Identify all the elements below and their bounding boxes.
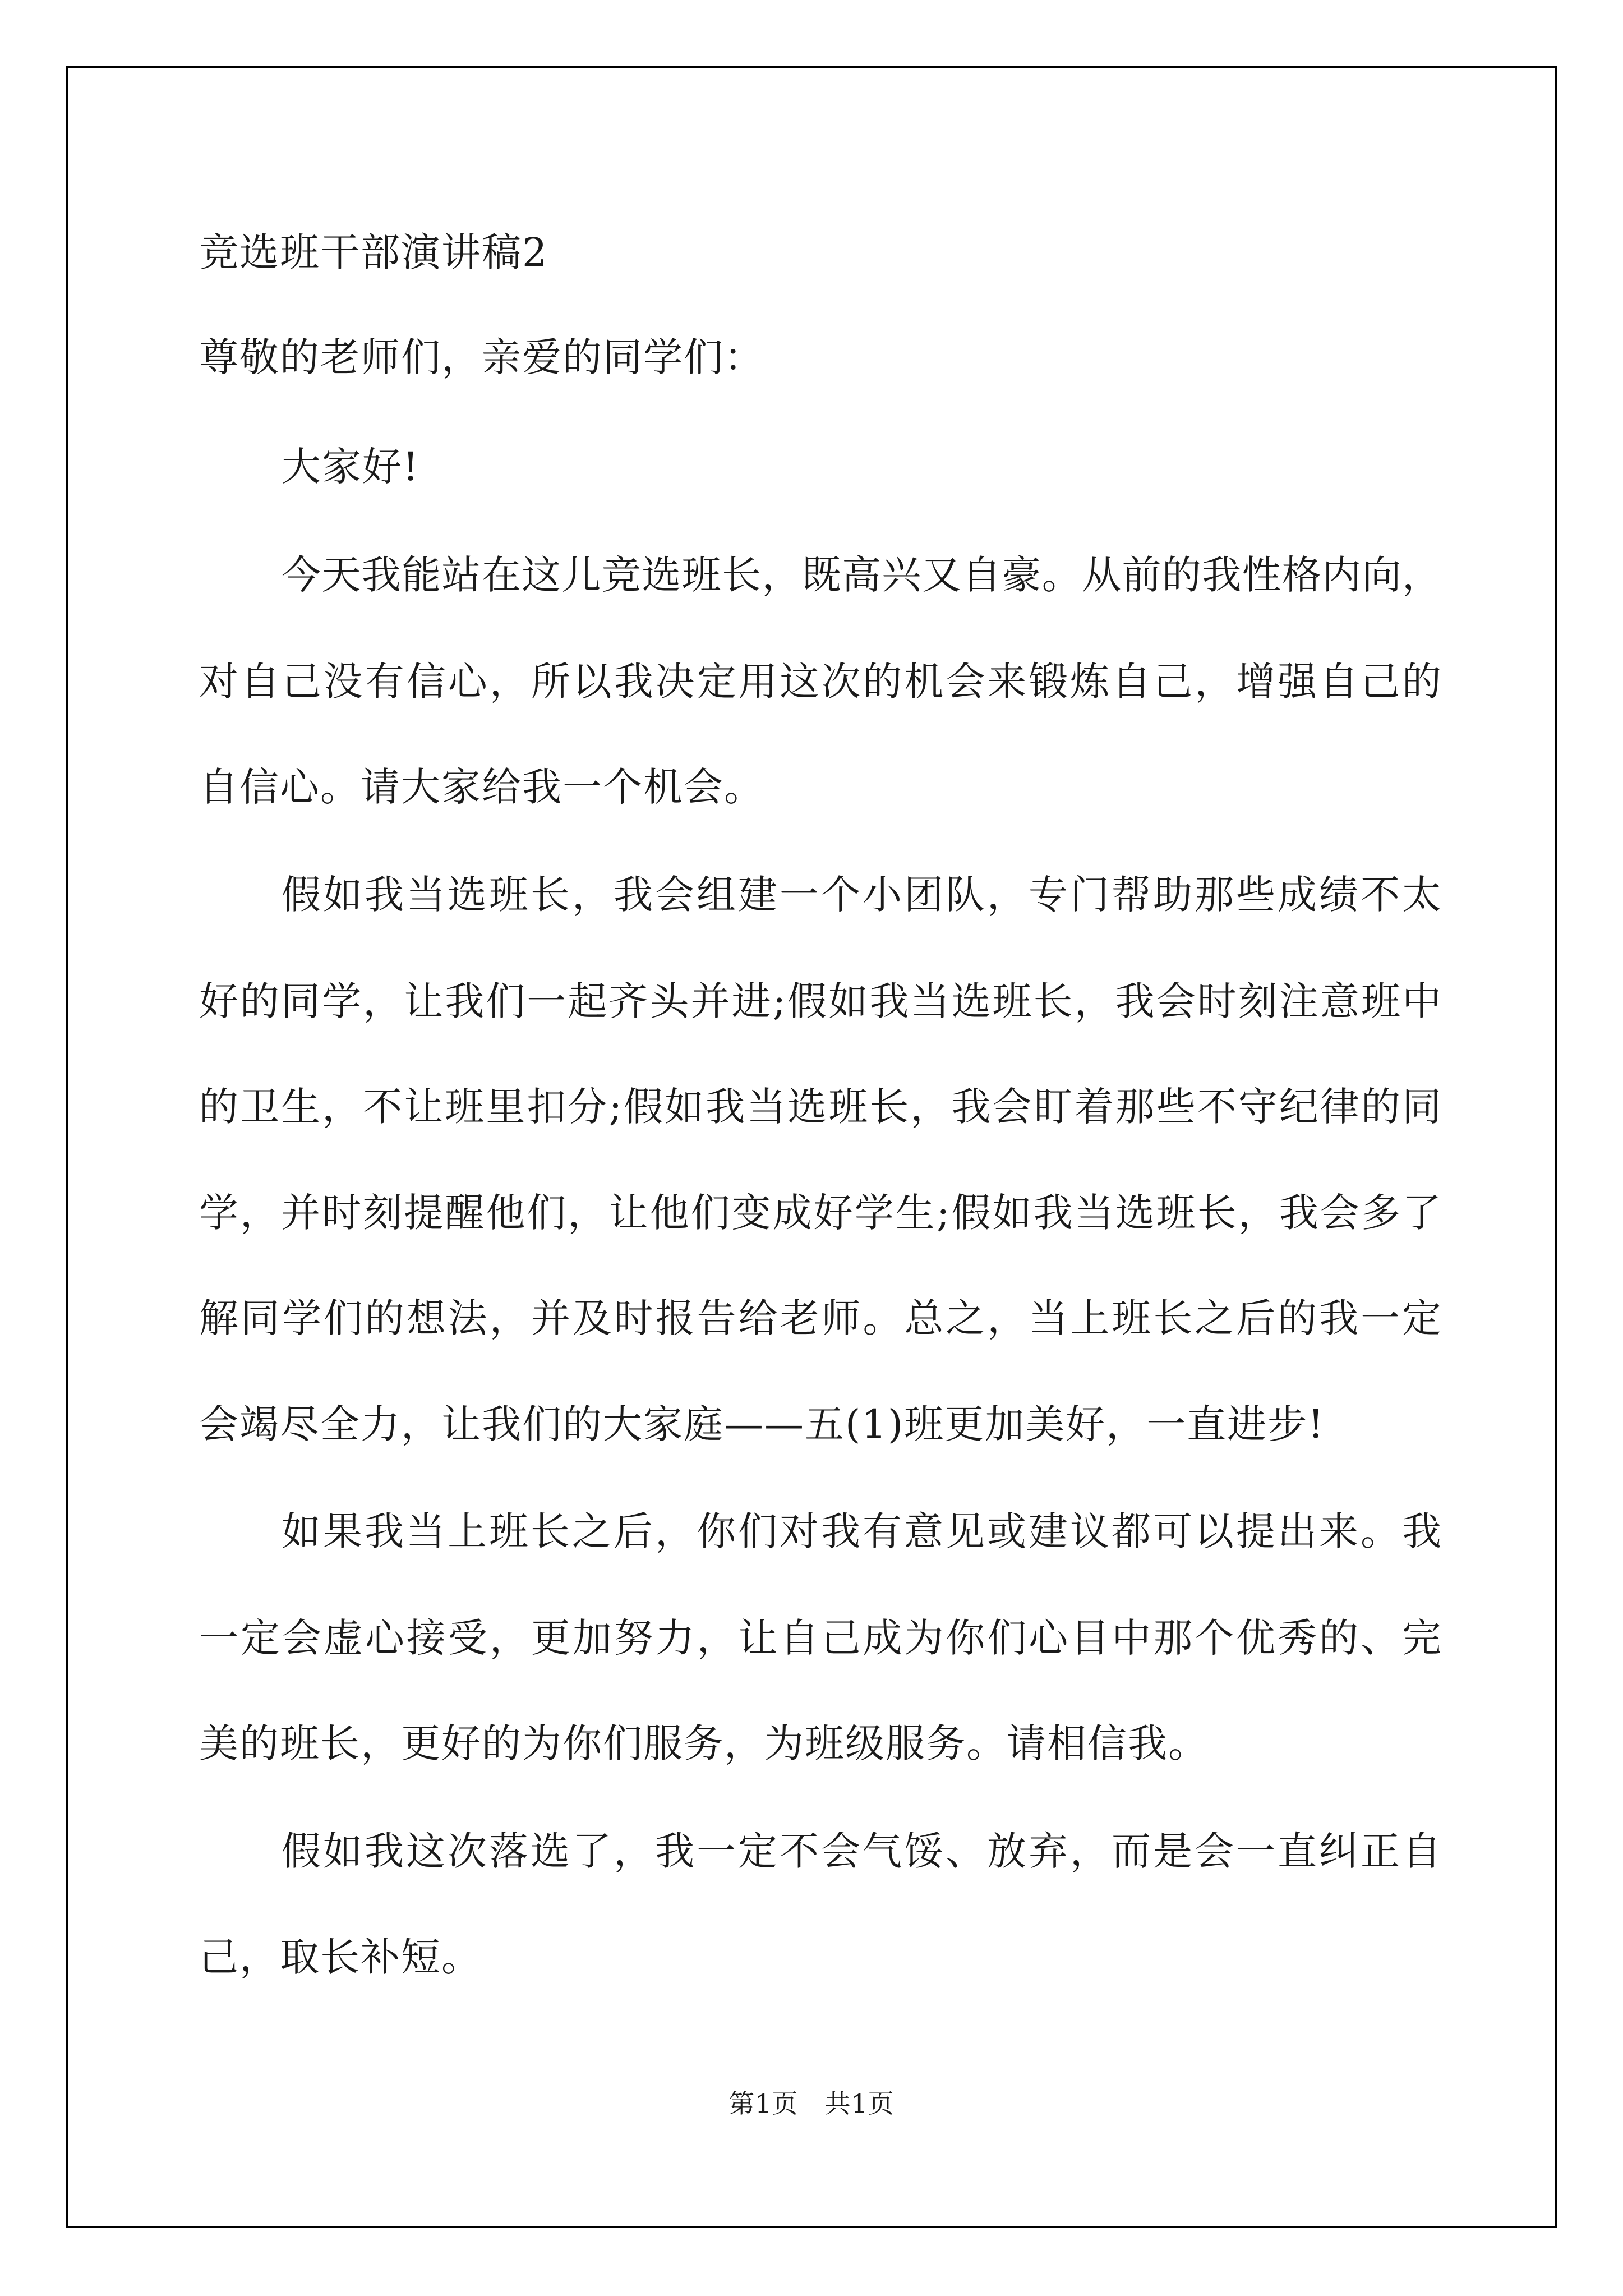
page-border [66, 66, 1557, 2228]
salutation: 尊敬的老师们，亲爱的同学们： [199, 334, 764, 380]
paragraph-2-line-1: 假如我当选班长，我会组建一个小团队，专门帮助那些成绩不太 [282, 872, 1441, 918]
paragraph-3-line-3: 美的班长，更好的为你们服务，为班级服务。请相信我。 [199, 1720, 1209, 1766]
paragraph-2-line-6: 会竭尽全力，让我们的大家庭——五(1)班更加美好，一直进步! [199, 1401, 1325, 1447]
document-title: 竞选班干部演讲稿2 [199, 229, 548, 275]
paragraph-2-line-3: 的卫生，不让班里扣分;假如我当选班长，我会盯着那些不守纪律的同 [199, 1084, 1441, 1130]
paragraph-4-line-2: 己，取长补短。 [199, 1934, 482, 1980]
greeting: 大家好! [282, 444, 420, 490]
paragraph-2-line-4: 学，并时刻提醒他们，让他们变成好学生;假如我当选班长，我会多了 [199, 1190, 1441, 1236]
paragraph-4-line-1: 假如我这次落选了，我一定不会气馁、放弃，而是会一直纠正自 [282, 1828, 1441, 1874]
paragraph-2-line-2: 好的同学，让我们一起齐头并进;假如我当选班长，我会时刻注意班中 [199, 978, 1441, 1024]
paragraph-2-line-5: 解同学们的想法，并及时报告给老师。总之，当上班长之后的我一定 [199, 1295, 1441, 1341]
paragraph-1-line-1: 今天我能站在这儿竞选班长，既高兴又自豪。从前的我性格内向， [282, 552, 1441, 598]
paragraph-1-line-3: 自信心。请大家给我一个机会。 [199, 764, 764, 810]
paragraph-3-line-1: 如果我当上班长之后，你们对我有意见或建议都可以提出来。我 [282, 1508, 1441, 1554]
paragraph-3-line-2: 一定会虚心接受，更加努力，让自己成为你们心目中那个优秀的、完 [199, 1615, 1441, 1661]
page-number-footer: 第1页 共1页 [728, 2088, 895, 2119]
paragraph-1-line-2: 对自己没有信心，所以我决定用这次的机会来锻炼自己，增强自己的 [199, 659, 1441, 705]
